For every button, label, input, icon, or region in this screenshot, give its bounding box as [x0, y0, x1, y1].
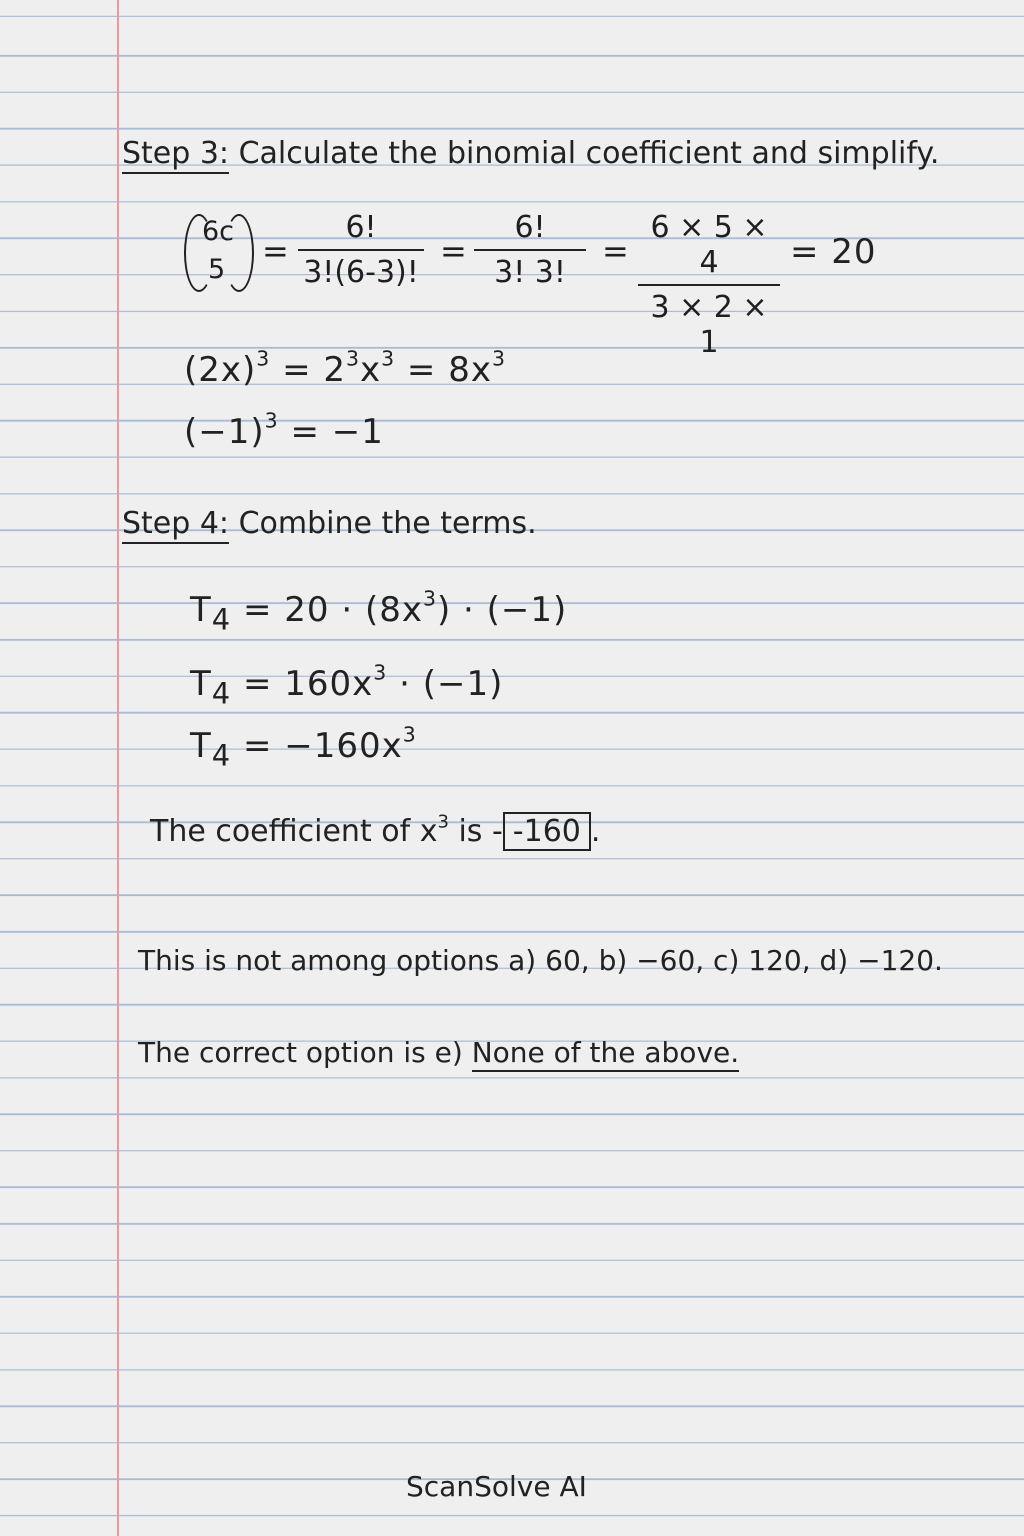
step3-heading: [122, 136, 939, 171]
answer-box: -160: [503, 812, 591, 851]
exponent: 3: [373, 660, 388, 685]
power-line-2: [184, 408, 384, 452]
exponent: 3: [437, 811, 449, 833]
fraction-2-numerator: 6!: [514, 210, 546, 245]
term-neg1: (−1): [184, 412, 265, 452]
subscript: 4: [211, 738, 232, 773]
expr-a: = −160x: [231, 726, 403, 766]
exponent: 3: [491, 346, 506, 371]
correct-prefix: The correct option is e): [138, 1036, 463, 1069]
step4-label: Step 4:: [122, 506, 229, 544]
expr-b: ) · (−1): [436, 590, 568, 630]
equals-sign-3: =: [602, 232, 629, 270]
coefficient-prefix: The coefficient of x: [150, 814, 438, 849]
power-line-1: [184, 346, 506, 390]
exponent: 3: [346, 346, 361, 371]
options-line: This is not among options a) 60, b) −60, c) 120, d) −120.: [138, 944, 943, 977]
binomial-symbol: [184, 214, 254, 292]
exponent: 3: [402, 722, 417, 747]
exponent: 3: [264, 408, 279, 433]
expr-a: = 20 · (8x: [231, 590, 423, 630]
subscript: 4: [211, 602, 232, 637]
equals-sign-1: =: [262, 232, 289, 270]
exponent: 3: [256, 346, 271, 371]
term-2: = 2: [270, 350, 347, 390]
margin-line: [117, 0, 119, 1536]
t4-line-1: [190, 586, 568, 637]
subscript: 4: [211, 676, 232, 711]
t-symbol: T: [190, 664, 212, 704]
fraction-1: [298, 210, 424, 290]
term-x: x: [360, 350, 382, 390]
t4-line-3: [190, 722, 417, 773]
footer-brand: ScanSolve AI: [406, 1470, 587, 1503]
term-result: = −1: [278, 412, 384, 452]
binom-bottom: 5: [208, 254, 226, 285]
fraction-3-denominator: 3 × 2 × 1: [650, 290, 768, 360]
binomial-result: = 20: [790, 232, 877, 272]
fraction-2-denominator: 3! 3!: [494, 255, 566, 290]
step4-text: Combine the terms.: [238, 506, 537, 541]
exponent: 3: [381, 346, 396, 371]
coefficient-line: [150, 812, 600, 851]
expr-b: · (−1): [387, 664, 504, 704]
correct-option-line: [138, 1036, 739, 1069]
t4-line-2: [190, 660, 504, 711]
fraction-3-numerator: 6 × 5 × 4: [650, 210, 768, 280]
fraction-1-denominator: 3!(6-3)!: [303, 255, 419, 290]
expr-a: = 160x: [231, 664, 374, 704]
step3-text: Calculate the binomial coefficient and simplify.: [238, 136, 940, 171]
fraction-3: [638, 210, 780, 360]
t-symbol: T: [190, 726, 212, 766]
step4-heading: [122, 506, 537, 541]
correct-answer: None of the above.: [472, 1036, 739, 1072]
term-2x: (2x): [184, 350, 257, 390]
t-symbol: T: [190, 590, 212, 630]
exponent: 3: [422, 586, 437, 611]
term-8x: = 8x: [395, 350, 492, 390]
step3-label: Step 3:: [122, 136, 229, 174]
binom-top: 6c: [202, 216, 235, 247]
period: .: [590, 814, 601, 849]
equals-sign-2: =: [440, 232, 467, 270]
coefficient-mid: is -: [448, 814, 503, 849]
fraction-2: [474, 210, 586, 290]
fraction-1-numerator: 6!: [345, 210, 377, 245]
